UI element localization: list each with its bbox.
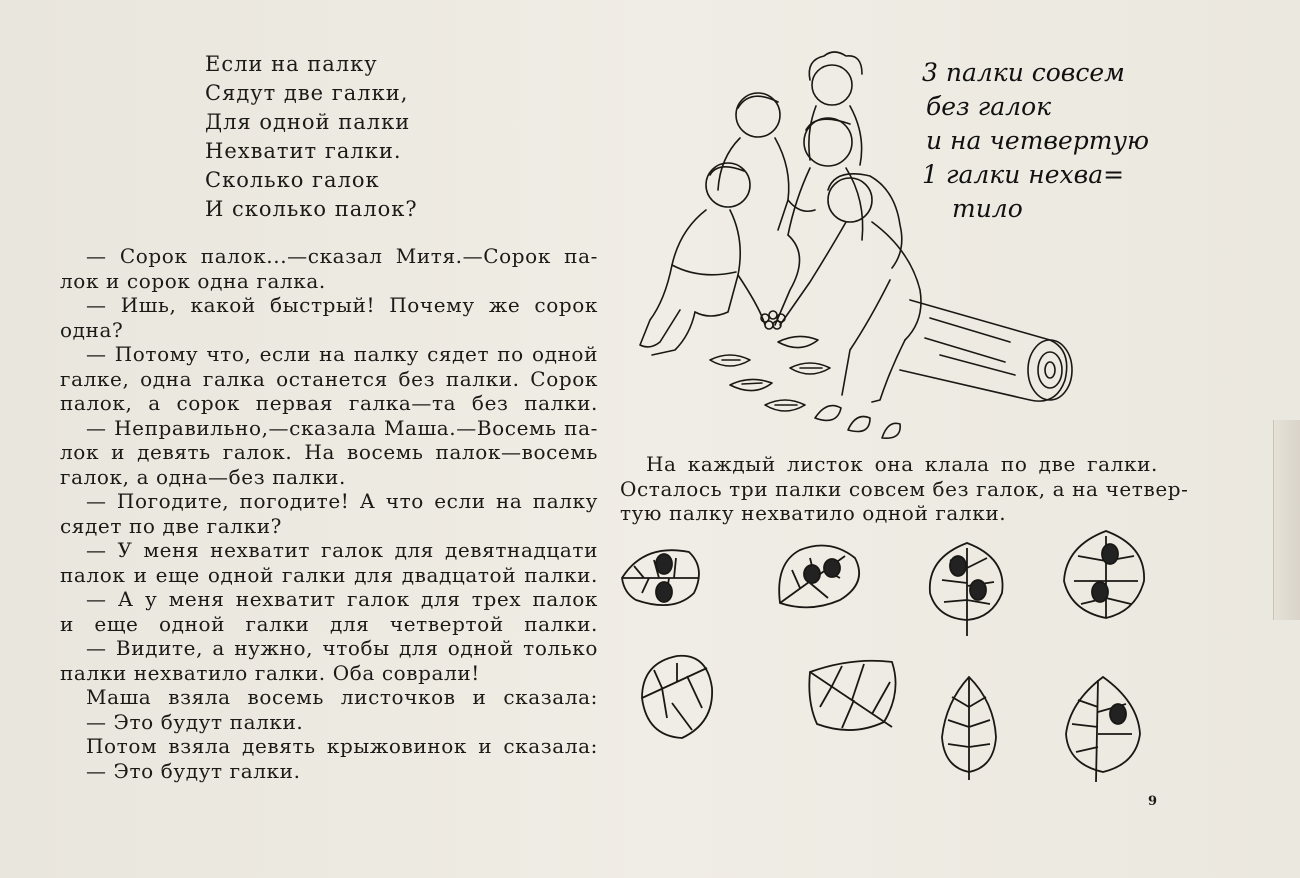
text-line: Маша взяла восемь листочков и сказала: [86,685,598,709]
leaf-empty-1 [632,648,722,748]
text-line: лок и девять галок. На восемь палок—восемь [60,440,598,464]
poem-line: Если на палку [205,52,378,76]
text-line: лок и сорок одна галка. [60,268,326,293]
text-line: — А у меня нехватит галок для трех палок [86,587,598,611]
handwritten-line: 3 палки совсем [922,58,1125,87]
dialogue-text [60,244,598,783]
leaf-with-berries-2 [770,538,870,618]
text-line: одна? [60,317,124,342]
poem-line: Сколько галок [205,168,380,192]
leaf-with-berries-4 [1056,526,1156,626]
text-line: Потом взяла девять крыжовинок и сказала: [86,734,598,758]
text-line: и еще одной галки для четвертой палки. [60,611,598,636]
text-line: сядет по две галки? [60,513,282,538]
handwritten-line: тило [952,194,1023,223]
text-line: палок, а сорок первая галка—та без палки. [60,391,598,415]
handwritten-line: без галок [926,92,1052,121]
text-line: палок и еще одной галки для двадцатой палки. [60,562,598,587]
text-line: — Неправильно,—сказала Маша.—Восемь па- [86,415,598,440]
text-line: — Это будут галки. [86,758,301,783]
handwritten-line: 1 галки нехва= [922,160,1125,189]
text-line: На каждый листок она клала по две галки. [646,452,1158,476]
leaf-with-berries-3 [922,538,1012,638]
text-line: Осталось три палки совсем без галок, а на четвер- [620,476,1189,501]
poem-line: Для одной палки [205,110,411,134]
text-line: — Видите, а нужно, чтобы для одной только [86,636,598,660]
handwritten-line: и на четвертую [926,126,1149,155]
text-line: галок, а одна—без палки. [60,464,346,489]
poem-line: Нехватит галки. [205,139,402,163]
text-line: тую палку нехватило одной галки. [620,501,1007,525]
leaf-with-one-berry [1058,672,1148,782]
poem [205,50,418,224]
text-line: галке, одна галка останется без палки. Сорок [60,366,598,391]
leaf-with-berries-1 [614,538,714,618]
page-edge [1273,420,1300,620]
text-line: — Это будут палки. [86,709,304,734]
caption-text [620,452,1189,526]
text-line: — Ишь, какой быстрый! Почему же сорок [86,293,598,317]
page-number: 9 [1148,794,1158,809]
text-line: — У меня нехватит галок для девятнадцати [86,538,598,562]
text-line: — Сорок палок...—сказал Митя.—Сорок па- [86,244,598,268]
text-line: палки нехватило галки. Оба соврали! [60,660,480,685]
poem-line: Сядут две галки, [205,81,409,105]
text-line: — Потому что, если на палку сядет по одной [86,342,598,366]
poem-line: И сколько палок? [205,197,418,221]
leaf-empty-2 [802,652,912,742]
leaf-empty-3 [934,672,1004,782]
text-line: — Погодите, погодите! А что если на палку [86,489,598,513]
handwritten-note [922,56,1149,226]
